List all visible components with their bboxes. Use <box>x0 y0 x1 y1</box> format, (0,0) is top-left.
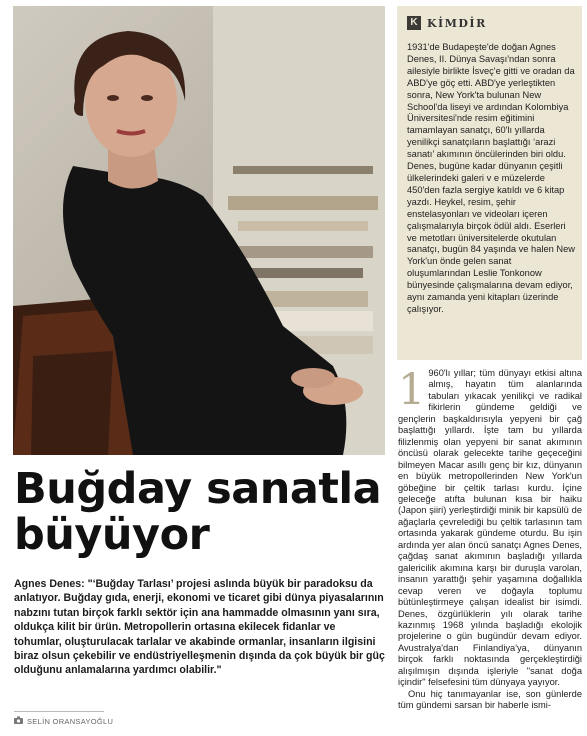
photo-credit <box>14 716 113 726</box>
portrait-photo <box>13 6 385 455</box>
headline: Buğday sanatla büyüyor <box>14 464 382 560</box>
article-paragraph-2: Onu hiç tanımayanlar ise, son günlerde tüm gündemi sarsan bir haberle ismi- <box>398 688 582 711</box>
article-paragraph-1: 960'lı yıllar; tüm dünyayı etkisi altına almış, hayatın tüm alanlarında tabuları yıkacak yenilikçi ve radikal fikirlerin gündeme geldiği ve gençlerin başkaldırısıyla yepyeni bir çağ başlattığı yıllardı. İşte tam bu yıllarda filizlenmiş olan yepyeni bir sanat akımının öncüsü olarak gelecekte tarihe geçeceğini bilmeyen Macar asıllı genç bir kız, dünyanın en büyük metropollerinden New York'un göbeğine bir çeltik tarlası kurdu. İçine geleceğe atıfta bulunan kısa bir haiku (Japon şiiri) yerleştirdiği minik bir kapsülü de ağaçlarla çevrelediği bu çeltik tarlasının tam ortasında yakarak gündeme oturdu. Bu işin ardında yer alan öncü sanatçı Agnes Denes, çağdaş sanat akımının başladığı yıllarda galericilik akımına karşı bir duruşla varolan, insanın yarattığı şehir yaşamına doğallıkla cevap veren ve doğayla toplumu bütünleştirmeye çalışan idealist bir isimdi. Denes, özgürlüklerin yılı olarak tarihe kazınmış 1968 yılında başladığı ekolojik projelerine o gün bugündür devam ediyor. Avustralya'dan Finlandiya'ya, dünyanın birçok farklı noktasında gerçekleştirdiği alışılmışın dışında işleriyle "sanat doğa içindir" felsefesini tüm dünyaya yayıyor. <box>398 368 582 688</box>
camera-icon <box>14 716 23 726</box>
kimdir-box <box>397 6 582 360</box>
kimdir-title: KİMDİR <box>427 16 487 30</box>
credit-divider <box>14 711 104 712</box>
kimdir-icon: K <box>407 16 421 30</box>
portrait-illustration <box>13 6 385 455</box>
article-body <box>398 365 582 712</box>
credit-name: SELİN ORANSAYOĞLU <box>27 716 114 726</box>
kimdir-header <box>407 16 487 30</box>
standfirst-quote: Agnes Denes: "‘Buğday Tarlası’ projesi aslında büyük bir paradoksu da anlatıyor. Buğday gıda, enerji, ekonomi ve ticaret gibi dünya piyasalarının nabzını tutan birçok farklı sektör için ana hammadde olmasının yanı sıra, oldukça kilit bir ürün. Metropollerin ortasına ekilecek fidanlar ve tohumlar, oluşturulacak tarlalar ve akabinde ormanlar, insanların ilgisini biraz olsun çekebilir ve endüstriyelleşmenin dışında da çok büyük bir güç olduğunu anlamalarına yardımcı olabilir." <box>14 578 385 677</box>
kimdir-body: 1931'de Budapeşte'de doğan Agnes Denes, II. Dünya Savaşı'ndan sonra ailesiyle birlikte İsveç'e gitti ve oradan da ABD'ye göç etti. ABD'ye yerleştikten sonra, New York'ta bulunan New School'da liseyi ve ardından Kolombiya Üniversitesi'nde resim eğitimini tamamlayan sanatçı, 60'lı yıllarda yenilikçi sanatçıların başlattığı ‘arazi sanatı’ akımının öncülerinden biri oldu. Denes, bugüne kadar dünyanın çeşitli ülkelerindeki galeri v e müzelerde 450'den fazla sergiye katıldı ve 6 kitap yazdı. Heykel, resim, şehir enstelasyonları ve videoları içeren çalışmalarıyla birçok ödül aldı. Eserleri ve metotları üniversitelerde okutulan sanatçı, bugün 84 yaşında ve halen New York'un önde gelen sanat oluşumlarından Leslie Tonkonow bünyesinde çalışmalarına devam ediyor, aynı zamanda yeni kitapları üzerinde çalışıyor. <box>407 42 575 314</box>
dropcap: 1 <box>398 365 426 415</box>
